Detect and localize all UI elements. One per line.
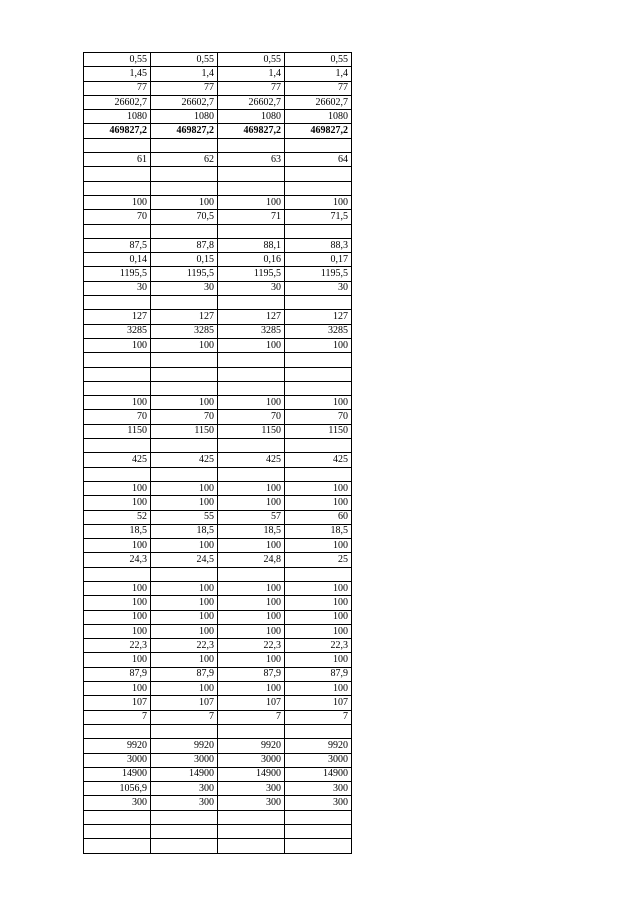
table-cell: 88,3 [285, 238, 352, 252]
table-cell [218, 439, 285, 453]
table-cell [84, 381, 151, 395]
table-cell: 3000 [151, 753, 218, 767]
table-cell: 127 [151, 310, 218, 324]
table-cell: 64 [285, 153, 352, 167]
table-cell: 100 [218, 581, 285, 595]
table-cell: 7 [218, 710, 285, 724]
table-cell: 1150 [84, 424, 151, 438]
table-cell: 14900 [285, 767, 352, 781]
table-cell: 100 [151, 682, 218, 696]
table-cell [84, 825, 151, 839]
table-cell: 3285 [218, 324, 285, 338]
table-cell: 18,5 [84, 524, 151, 538]
table-cell: 87,9 [151, 667, 218, 681]
table-cell: 100 [285, 481, 352, 495]
table-cell: 100 [151, 653, 218, 667]
table-row [84, 110, 352, 124]
table-cell: 100 [84, 610, 151, 624]
table-row [84, 610, 352, 624]
table-cell: 425 [84, 453, 151, 467]
table-cell: 100 [285, 596, 352, 610]
table-cell [285, 367, 352, 381]
table-row [84, 81, 352, 95]
table-cell: 24,5 [151, 553, 218, 567]
table-cell [151, 138, 218, 152]
table-cell: 7 [84, 710, 151, 724]
table-cell: 18,5 [285, 524, 352, 538]
table-cell: 1080 [285, 110, 352, 124]
table-row [84, 67, 352, 81]
table-cell [285, 167, 352, 181]
table-cell [84, 439, 151, 453]
table-cell: 100 [218, 682, 285, 696]
table-cell: 77 [218, 81, 285, 95]
table-cell: 100 [218, 338, 285, 352]
table-cell [285, 724, 352, 738]
table-cell: 1150 [285, 424, 352, 438]
table-cell: 300 [84, 796, 151, 810]
table-cell: 100 [218, 195, 285, 209]
table-row [84, 367, 352, 381]
table-row [84, 467, 352, 481]
table-row [84, 567, 352, 581]
table-cell: 1,4 [218, 67, 285, 81]
table-cell [84, 167, 151, 181]
table-cell: 100 [218, 624, 285, 638]
table-row [84, 167, 352, 181]
table-cell [151, 381, 218, 395]
table-cell [218, 810, 285, 824]
table-cell: 100 [218, 653, 285, 667]
table-cell [218, 296, 285, 310]
table-cell: 30 [151, 281, 218, 295]
table-cell [84, 138, 151, 152]
table-cell: 100 [151, 481, 218, 495]
table-row [84, 839, 352, 853]
table-cell [285, 138, 352, 152]
table-cell [285, 296, 352, 310]
table-row [84, 696, 352, 710]
table-cell: 469827,2 [285, 124, 352, 138]
table-row [84, 424, 352, 438]
table-cell: 100 [285, 396, 352, 410]
table-cell: 77 [151, 81, 218, 95]
table-cell: 77 [285, 81, 352, 95]
table-row [84, 810, 352, 824]
table-row [84, 439, 352, 453]
table-cell: 1,45 [84, 67, 151, 81]
data-table [83, 52, 352, 854]
table-cell [285, 381, 352, 395]
table-cell: 14900 [84, 767, 151, 781]
table-cell: 1,4 [151, 67, 218, 81]
table-cell [151, 839, 218, 853]
table-row [84, 682, 352, 696]
table-cell [151, 167, 218, 181]
table-cell: 0,55 [151, 53, 218, 67]
table-cell: 22,3 [84, 639, 151, 653]
table-cell: 1080 [218, 110, 285, 124]
table-row [84, 710, 352, 724]
table-row [84, 596, 352, 610]
table-cell: 100 [84, 624, 151, 638]
table-cell: 70 [218, 410, 285, 424]
table-cell: 18,5 [218, 524, 285, 538]
table-cell: 100 [151, 396, 218, 410]
table-cell: 3000 [84, 753, 151, 767]
table-cell: 1195,5 [151, 267, 218, 281]
table-row [84, 253, 352, 267]
table-cell [218, 839, 285, 853]
table-cell: 469827,2 [151, 124, 218, 138]
table-cell: 18,5 [151, 524, 218, 538]
table-cell: 24,3 [84, 553, 151, 567]
table-cell: 22,3 [218, 639, 285, 653]
table-cell: 100 [84, 481, 151, 495]
table-row [84, 95, 352, 109]
table-row [84, 338, 352, 352]
table-cell: 30 [285, 281, 352, 295]
table-cell: 24,8 [218, 553, 285, 567]
table-cell: 3285 [151, 324, 218, 338]
table-cell: 7 [151, 710, 218, 724]
table-cell [84, 181, 151, 195]
table-cell: 87,9 [218, 667, 285, 681]
table-row [84, 739, 352, 753]
table-cell [285, 810, 352, 824]
table-cell [151, 367, 218, 381]
table-cell: 3285 [285, 324, 352, 338]
table-row [84, 224, 352, 238]
table-cell: 1056,9 [84, 782, 151, 796]
table-row [84, 53, 352, 67]
table-cell: 425 [285, 453, 352, 467]
table-cell: 100 [84, 338, 151, 352]
table-cell [84, 224, 151, 238]
table-cell: 1150 [218, 424, 285, 438]
table-cell [218, 825, 285, 839]
table-cell: 100 [285, 338, 352, 352]
table-row [84, 138, 352, 152]
table-cell [285, 439, 352, 453]
table-cell: 3000 [285, 753, 352, 767]
table-cell: 1080 [84, 110, 151, 124]
table-cell: 71,5 [285, 210, 352, 224]
table-cell: 70 [84, 410, 151, 424]
table-cell: 25 [285, 553, 352, 567]
table-cell [285, 839, 352, 853]
table-cell [151, 296, 218, 310]
table-cell: 9920 [151, 739, 218, 753]
table-cell [218, 467, 285, 481]
table-cell: 3000 [218, 753, 285, 767]
table-cell: 62 [151, 153, 218, 167]
table-row [84, 324, 352, 338]
table-row [84, 353, 352, 367]
table-cell: 107 [218, 696, 285, 710]
table-cell: 100 [285, 610, 352, 624]
table-cell: 52 [84, 510, 151, 524]
table-cell: 0,16 [218, 253, 285, 267]
table-cell: 14900 [218, 767, 285, 781]
table-cell: 107 [151, 696, 218, 710]
table-cell: 300 [151, 796, 218, 810]
table-cell: 3285 [84, 324, 151, 338]
table-cell: 26602,7 [285, 95, 352, 109]
table-cell: 26602,7 [84, 95, 151, 109]
table-row [84, 510, 352, 524]
table-row [84, 410, 352, 424]
table-cell: 9920 [285, 739, 352, 753]
table-cell: 14900 [151, 767, 218, 781]
table-cell: 300 [151, 782, 218, 796]
table-row [84, 267, 352, 281]
table-cell [151, 567, 218, 581]
table-cell: 30 [84, 281, 151, 295]
table-cell: 88,1 [218, 238, 285, 252]
table-row [84, 553, 352, 567]
table-cell: 100 [218, 596, 285, 610]
table-cell [285, 567, 352, 581]
table-cell: 100 [151, 338, 218, 352]
table-cell [151, 224, 218, 238]
table-cell: 1195,5 [84, 267, 151, 281]
table-cell: 127 [84, 310, 151, 324]
table-cell: 70,5 [151, 210, 218, 224]
table-body [84, 53, 352, 854]
table-cell: 300 [218, 796, 285, 810]
table-cell [151, 825, 218, 839]
table-cell [218, 724, 285, 738]
table-cell [151, 439, 218, 453]
table-cell: 30 [218, 281, 285, 295]
table-cell: 61 [84, 153, 151, 167]
table-cell: 100 [151, 581, 218, 595]
table-cell: 1080 [151, 110, 218, 124]
table-cell: 425 [151, 453, 218, 467]
table-cell [151, 181, 218, 195]
table-cell [84, 567, 151, 581]
table-cell [151, 810, 218, 824]
table-cell: 63 [218, 153, 285, 167]
table-row [84, 396, 352, 410]
table-cell [84, 467, 151, 481]
table-row [84, 153, 352, 167]
table-cell: 100 [151, 610, 218, 624]
table-cell: 87,5 [84, 238, 151, 252]
table-row [84, 539, 352, 553]
table-row [84, 753, 352, 767]
table-cell [218, 181, 285, 195]
table-row [84, 782, 352, 796]
table-cell: 100 [84, 682, 151, 696]
table-cell [218, 138, 285, 152]
table-row [84, 238, 352, 252]
table-cell: 22,3 [285, 639, 352, 653]
table-cell: 100 [84, 581, 151, 595]
table-cell: 100 [84, 653, 151, 667]
table-cell [218, 367, 285, 381]
table-row [84, 624, 352, 638]
table-cell [84, 810, 151, 824]
table-cell: 1,4 [285, 67, 352, 81]
table-cell: 469827,2 [84, 124, 151, 138]
table-cell: 100 [285, 496, 352, 510]
table-cell: 70 [84, 210, 151, 224]
table-cell [285, 467, 352, 481]
table-cell [151, 467, 218, 481]
table-cell: 1150 [151, 424, 218, 438]
table-cell: 100 [218, 610, 285, 624]
table-cell: 100 [285, 624, 352, 638]
table-row [84, 481, 352, 495]
table-cell: 127 [218, 310, 285, 324]
table-row [84, 581, 352, 595]
table-cell [218, 567, 285, 581]
table-cell [285, 353, 352, 367]
table-cell: 100 [218, 496, 285, 510]
table-cell: 100 [285, 581, 352, 595]
table-row [84, 524, 352, 538]
table-cell: 107 [84, 696, 151, 710]
table-cell: 87,8 [151, 238, 218, 252]
table-row [84, 453, 352, 467]
table-cell: 0,15 [151, 253, 218, 267]
table-cell: 100 [151, 496, 218, 510]
table-cell: 100 [285, 195, 352, 209]
table-cell: 300 [285, 782, 352, 796]
table-row [84, 210, 352, 224]
table-cell [218, 353, 285, 367]
table-cell: 100 [285, 682, 352, 696]
table-cell: 0,17 [285, 253, 352, 267]
table-row [84, 639, 352, 653]
table-cell: 107 [285, 696, 352, 710]
table-cell: 0,55 [285, 53, 352, 67]
table-cell: 100 [84, 195, 151, 209]
table-cell: 70 [151, 410, 218, 424]
table-cell [84, 296, 151, 310]
table-cell: 300 [285, 796, 352, 810]
table-row [84, 296, 352, 310]
table-cell: 26602,7 [151, 95, 218, 109]
table-cell: 7 [285, 710, 352, 724]
table-cell: 100 [84, 496, 151, 510]
table-cell: 100 [151, 596, 218, 610]
table-cell: 9920 [218, 739, 285, 753]
table-cell: 1195,5 [218, 267, 285, 281]
table-cell [218, 381, 285, 395]
table-row [84, 667, 352, 681]
table-row [84, 825, 352, 839]
table-cell: 100 [151, 624, 218, 638]
table-row [84, 195, 352, 209]
table-cell: 100 [285, 539, 352, 553]
table-cell: 87,9 [84, 667, 151, 681]
table-cell: 100 [285, 653, 352, 667]
table-cell: 100 [151, 195, 218, 209]
table-cell: 0,14 [84, 253, 151, 267]
table-cell [285, 224, 352, 238]
table-cell: 26602,7 [218, 95, 285, 109]
table-cell: 100 [218, 539, 285, 553]
table-row [84, 767, 352, 781]
table-row [84, 124, 352, 138]
table-row [84, 281, 352, 295]
table-row [84, 496, 352, 510]
table-row [84, 653, 352, 667]
table-cell: 127 [285, 310, 352, 324]
table-cell: 70 [285, 410, 352, 424]
table-cell [84, 367, 151, 381]
table-cell: 100 [151, 539, 218, 553]
table-cell [84, 724, 151, 738]
table-cell: 0,55 [84, 53, 151, 67]
table-cell [285, 181, 352, 195]
table-row [84, 381, 352, 395]
table-row [84, 181, 352, 195]
table-cell [151, 724, 218, 738]
table-cell [84, 839, 151, 853]
table-cell [84, 353, 151, 367]
table-cell: 57 [218, 510, 285, 524]
table-cell: 425 [218, 453, 285, 467]
table-cell [218, 167, 285, 181]
table-cell: 100 [84, 539, 151, 553]
table-cell [151, 353, 218, 367]
table-cell: 100 [84, 596, 151, 610]
table-cell: 100 [218, 481, 285, 495]
table-cell: 469827,2 [218, 124, 285, 138]
table-cell: 87,9 [285, 667, 352, 681]
table-cell: 22,3 [151, 639, 218, 653]
table-row [84, 724, 352, 738]
table-cell: 55 [151, 510, 218, 524]
table-cell [285, 825, 352, 839]
table-cell: 71 [218, 210, 285, 224]
table-cell: 1195,5 [285, 267, 352, 281]
table-row [84, 796, 352, 810]
table-cell: 100 [218, 396, 285, 410]
table-row [84, 310, 352, 324]
table-cell [218, 224, 285, 238]
table-cell: 100 [84, 396, 151, 410]
table-cell: 0,55 [218, 53, 285, 67]
table-cell: 60 [285, 510, 352, 524]
table-cell: 9920 [84, 739, 151, 753]
table-cell: 300 [218, 782, 285, 796]
table-cell: 77 [84, 81, 151, 95]
